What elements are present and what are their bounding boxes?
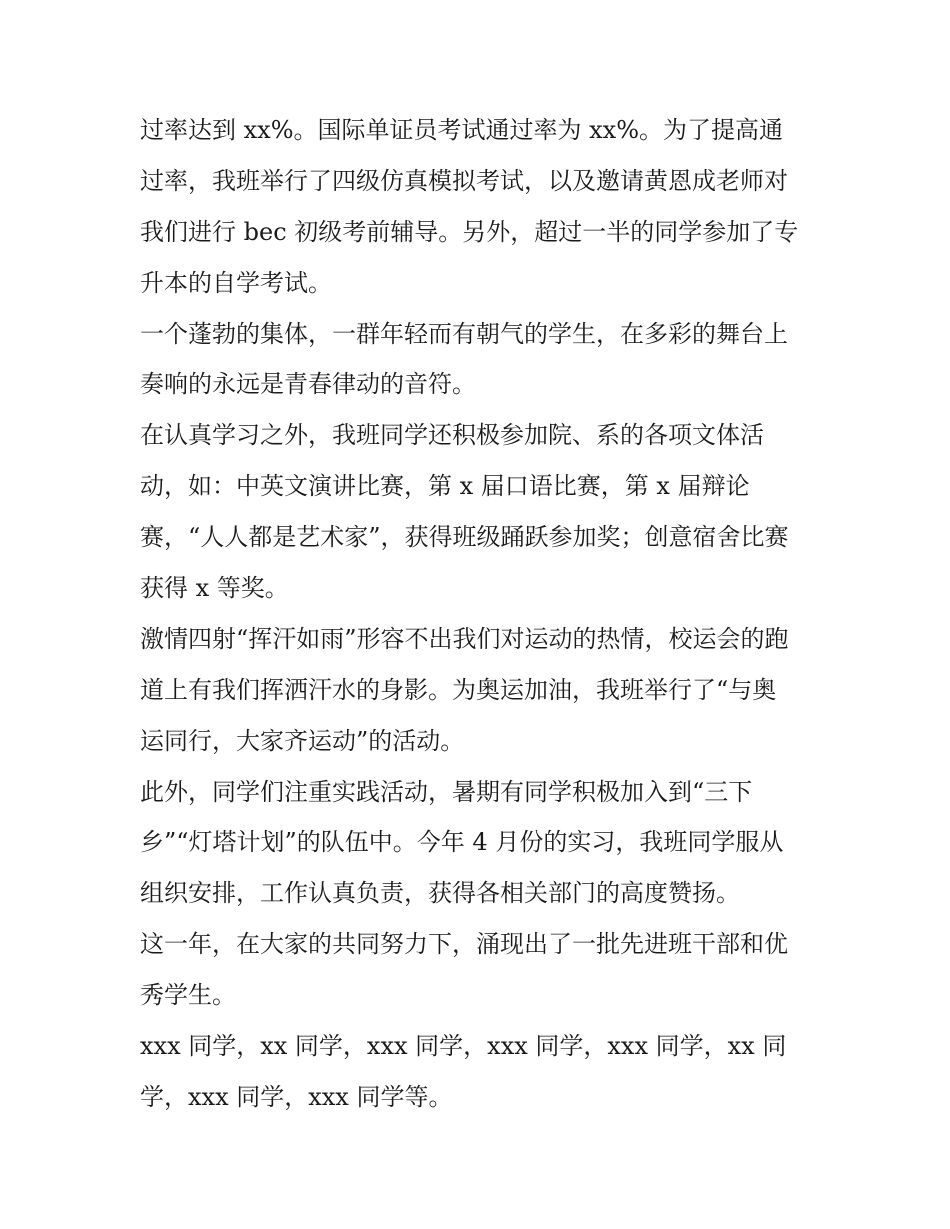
text-line: 奏响的永远是青春律动的音符。 xyxy=(140,370,476,399)
text-line: 组织安排，工作认真负责，获得各相关部门的高度赞扬。 xyxy=(140,879,740,908)
text-line: 过率达到 xx%。国际单证员考试通过率为 xx%。为了提高通 xyxy=(140,116,784,144)
text-line: xxx 同学，xx 同学，xxx 同学，xxx 同学，xxx 同学，xx 同 xyxy=(140,1032,787,1061)
text-line: 这一年，在大家的共同努力下，涌现出了一批先进班干部和优 xyxy=(140,930,788,959)
text-line: 道上有我们挥洒汗水的身影。为奥运加油，我班举行了“与奥 xyxy=(140,675,777,704)
text-line: 赛，“人人都是艺术家”，获得班级踊跃参加奖；创意宿舍比赛 xyxy=(140,523,789,552)
text-line: 秀学生。 xyxy=(140,981,236,1010)
text-line: 动，如：中英文演讲比赛，第 x 届口语比赛，第 x 届辩论 xyxy=(140,472,750,501)
text-line: 升本的自学考试。 xyxy=(140,268,332,297)
text-line: 我们进行 bec 初级考前辅导。另外，超过一半的同学参加了专 xyxy=(140,217,799,246)
text-line: 乡”“灯塔计划”的队伍中。今年 4 月份的实习，我班同学服从 xyxy=(140,828,784,857)
text-line: 在认真学习之外，我班同学还积极参加院、系的各项文体活 xyxy=(140,421,764,450)
text-line: 激情四射“挥汗如雨”形容不出我们对运动的热情，校运会的跑 xyxy=(140,624,789,653)
text-line: 一个蓬勃的集体，一群年轻而有朝气的学生，在多彩的舞台上 xyxy=(140,319,788,348)
text-line: 获得 x 等奖。 xyxy=(140,574,289,603)
text-line: 运同行，大家齐运动”的活动。 xyxy=(140,726,465,755)
text-line: 此外，同学们注重实践活动，暑期有同学积极加入到“三下 xyxy=(140,777,753,806)
text-line: 过率，我班举行了四级仿真模拟考试，以及邀请黄恩成老师对 xyxy=(140,166,788,195)
text-line: 学，xxx 同学，xxx 同学等。 xyxy=(140,1082,453,1111)
